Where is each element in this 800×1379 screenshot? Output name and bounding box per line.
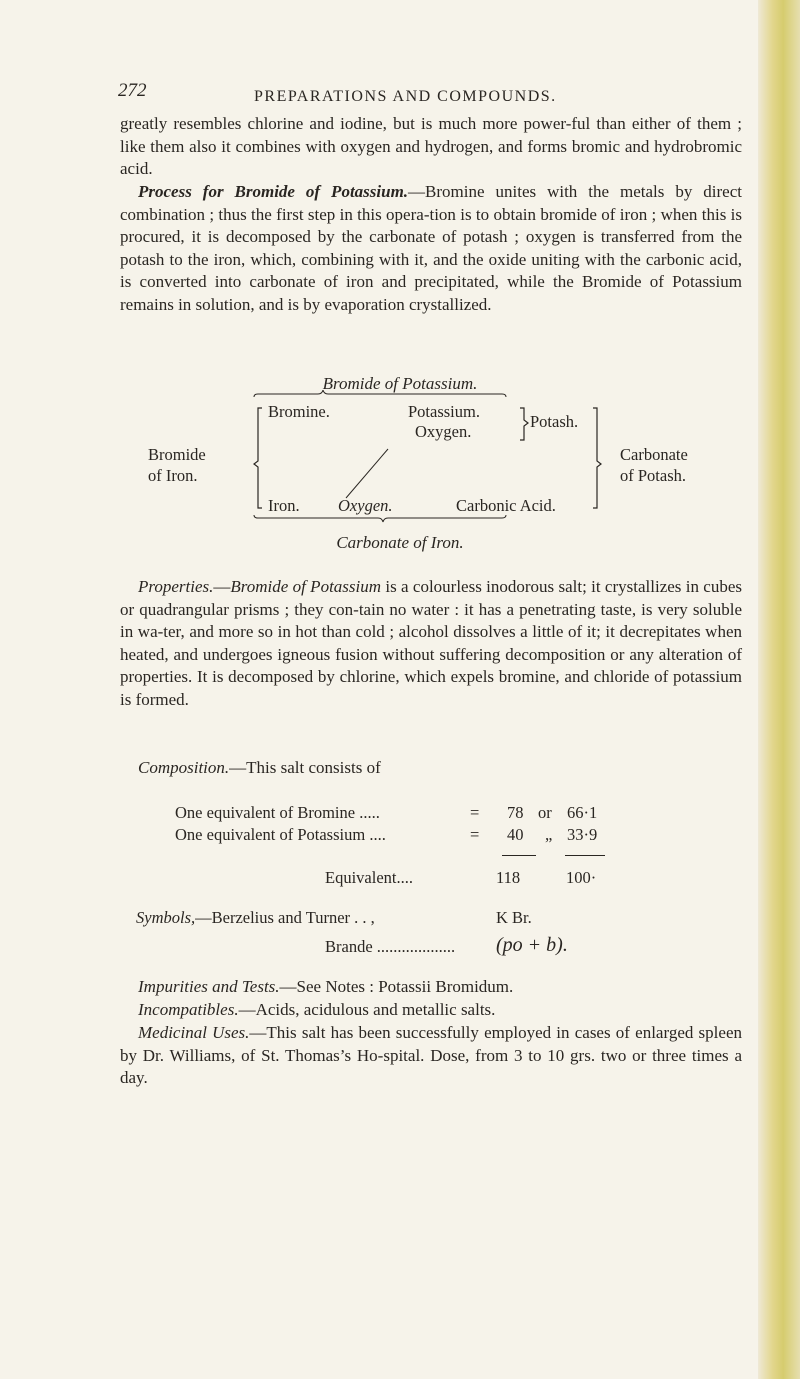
diagram-bottom-title: Carbonate of Iron. [336, 533, 464, 552]
bottom-brace [254, 515, 506, 522]
composition-label: Composition. [138, 758, 230, 777]
composition-row-bromine [175, 803, 380, 823]
row-eq: = [470, 803, 480, 822]
row-name: One equivalent of Potassium [175, 825, 366, 844]
row-or: „ [545, 825, 553, 844]
properties-paragraph [120, 576, 742, 712]
medicinal-paragraph [120, 1022, 742, 1090]
running-head: PREPARATIONS AND COMPOUNDS. [254, 88, 557, 105]
composition-paragraph [120, 757, 742, 780]
total-rule-2 [565, 855, 605, 856]
incompatibles-text: —Acids, acidulous and metallic salts. [238, 1000, 496, 1019]
symbols-row2-value: (po + b). [496, 934, 568, 956]
row-or: or [538, 803, 552, 822]
process-text: —Bromine unites with the metals by direct combination ; thus the first step in this opera-tion is to obtain bromide of iron ; when this is procured, it is decomposed by the carbonate of potash ; oxygen is transferred from the potash to the iron, which, combining with it, and the oxide uniting with the carbonic acid, is converted into carbonate of iron and precipitated, while the Bromide of Potassium remains in solution, and is by evaporation crystallized. [120, 182, 742, 314]
properties-dash: — [213, 577, 231, 596]
incompatibles-label: Incompatibles. [138, 1000, 239, 1019]
symbols-label: Symbols, [136, 908, 196, 927]
oxygen-bottom-label: Oxygen. [338, 496, 393, 515]
bromine-label: Bromine. [268, 402, 330, 421]
diagram-top-title: Bromide of Potassium. [322, 374, 478, 393]
row-eq: = [470, 825, 480, 844]
left-bracket [254, 408, 262, 508]
properties-label: Properties. [138, 577, 214, 596]
symbols-row-1 [136, 908, 375, 928]
iron-label: Iron. [268, 496, 300, 515]
carbonate-label-2: of Potash. [620, 466, 686, 485]
right-bracket [593, 408, 601, 508]
properties-bromide: Bromide of Potassium [230, 577, 382, 596]
total-rule-1 [502, 855, 536, 856]
transfer-line [346, 449, 388, 498]
row-value: 78 [507, 803, 524, 822]
oxygen-top-label: Oxygen. [415, 422, 472, 441]
medicinal-text: —This salt has been successfully employed in cases of enlarged spleen by Dr. Williams, of St. Thomas’s Ho-spital. Dose, from 3 to 10 grs. two or three times a day. [120, 1023, 742, 1088]
intro-paragraph: greatly resembles chlorine and iodine, but is much more power-ful than either of them ; like them also it combines with oxygen and hydrogen, and forms bromic and hydrobromic acid. [120, 114, 742, 179]
impurities-label: Impurities and Tests. [138, 977, 280, 996]
row-name: One equivalent of Bromine [175, 803, 356, 822]
bromide-label-2: of Iron. [148, 466, 198, 485]
symbols-row2-name: Brande ................... [325, 937, 456, 956]
process-paragraph [120, 181, 742, 317]
row-value: 40 [507, 825, 524, 844]
impurities-text: —See Notes : Potassii Bromidum. [279, 977, 514, 996]
potash-label: Potash. [530, 412, 579, 431]
total-percent: 100· [566, 868, 597, 887]
bromide-label-1: Bromide [148, 445, 206, 464]
potash-brace [520, 408, 528, 440]
process-title: Process for Bromide of Potassium. [138, 182, 409, 201]
row-percent: 66·1 [567, 803, 598, 822]
page-number: 272 [118, 80, 147, 101]
composition-text: —This salt consists of [229, 758, 381, 777]
row-dots: .... [369, 825, 386, 844]
incompatibles-line [120, 999, 742, 1022]
potassium-label: Potassium. [408, 402, 480, 421]
top-brace [254, 390, 506, 397]
row-dots: ..... [359, 803, 380, 822]
symbols-row1-value: K Br. [496, 908, 532, 927]
total-value: 118 [496, 868, 521, 887]
row-percent: 33·9 [567, 825, 598, 844]
impurities-line [120, 976, 742, 999]
total-label: Equivalent.... [325, 868, 413, 887]
properties-text: is a colourless inodorous salt; it crystallizes in cubes or quadrangular prisms ; they con-tain no water : it has a penetrating taste, is very soluble in wa-ter, and more so in hot than cold ; alcohol dissolves a little of it; it decrepitates when heated, and undergoes igneous fusion without suffering decomposition or any alteration of properties. It is decomposed by chlorine, which expels bromine, and chloride of potassium is formed. [120, 577, 742, 709]
symbols-row1-name: —Berzelius and Turner . . , [195, 908, 375, 927]
composition-row-potassium [175, 825, 386, 845]
medicinal-label: Medicinal Uses. [138, 1023, 250, 1042]
carbonate-label-1: Carbonate [620, 445, 688, 464]
carbonic-acid-label: Carbonic Acid. [456, 496, 556, 515]
